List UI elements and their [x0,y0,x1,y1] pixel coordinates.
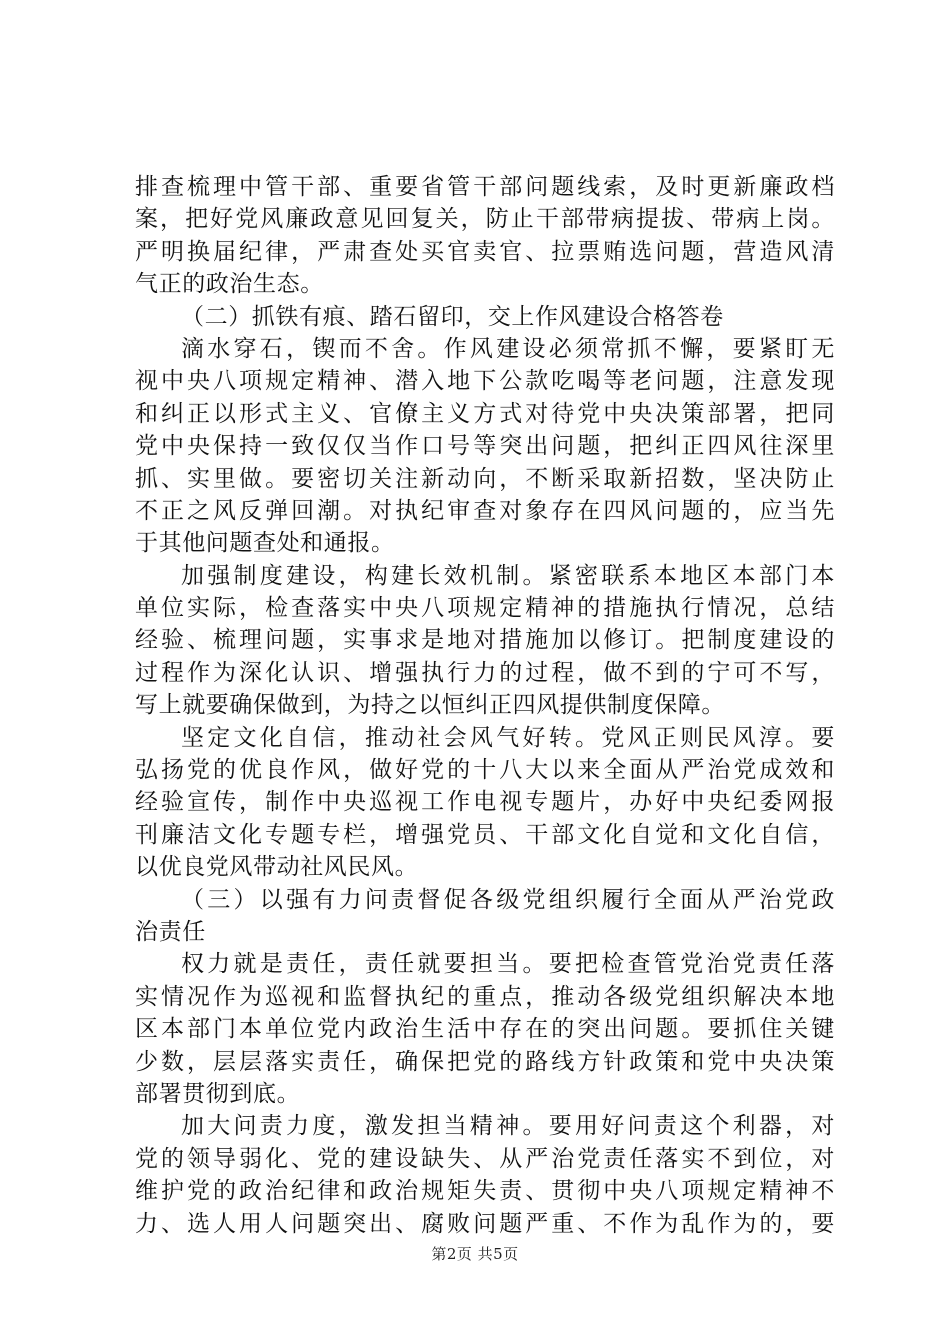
text-line: 维护党的政治纪律和政治规矩失责、贯彻中央八项规定精神不 [135,1178,835,1205]
text-line: 以优良党风带动社风民风。 [135,854,419,881]
text-line: 于其他问题查处和通报。 [135,530,395,557]
text-line: 视中央八项规定精神、潜入地下公款吃喝等老问题，注意发现 [135,368,835,395]
text-line: （二）抓铁有痕、踏石留印，交上作风建设合格答卷 [181,303,724,330]
text-line: 抓、实里做。要密切关注新动向，不断采取新招数，坚决防止 [135,465,835,492]
page-number-footer: 第2页 共5页 [431,1245,519,1263]
text-line: 滴水穿石，锲而不舍。作风建设必须常抓不懈，要紧盯无 [181,335,835,362]
text-line: 气正的政治生态。 [135,271,324,298]
text-line: 写上就要确保做到，为持之以恒纠正四风提供制度保障。 [135,692,725,719]
document-body [135,171,835,1240]
text-line: 过程作为深化认识、增强执行力的过程，做不到的宁可不写， [135,659,835,686]
text-line: 经验宣传，制作中央巡视工作电视专题片，办好中央纪委网报 [135,789,835,816]
text-line: 弘扬党的优良作风，做好党的十八大以来全面从严治党成效和 [135,757,835,784]
text-line: 坚定文化自信，推动社会风气好转。党风正则民风淳。要 [181,724,835,751]
text-line: 党的领导弱化、党的建设缺失、从严治党责任落实不到位，对 [135,1145,835,1172]
text-line: 排查梳理中管干部、重要省管干部问题线索，及时更新廉政档 [135,174,835,200]
text-line: 单位实际，检查落实中央八项规定精神的措施执行情况，总结 [135,595,835,622]
text-line: 不正之风反弹回潮。对执纪审查对象存在四风问题的，应当先 [135,497,835,524]
text-line: 加强制度建设，构建长效机制。紧密联系本地区本部门本 [181,562,835,589]
text-line: 少数，层层落实责任，确保把党的路线方针政策和党中央决策 [135,1048,835,1075]
text-line: 力、选人用人问题突出、腐败问题严重、不作为乱作为的，要 [135,1210,835,1237]
text-line: 治责任 [135,918,206,945]
text-line: 部署贯彻到底。 [135,1080,301,1107]
text-line: 刊廉洁文化专题专栏，增强党员、干部文化自觉和文化自信， [135,821,835,848]
text-line: 和纠正以形式主义、官僚主义方式对待党中央决策部署，把同 [135,400,835,427]
text-line: 党中央保持一致仅仅当作口号等突出问题，把纠正四风往深里 [135,433,835,460]
text-line: 区本部门本单位党内政治生活中存在的突出问题。要抓住关键 [135,1016,835,1043]
text-line: 经验、梳理问题，实事求是地对措施加以修订。把制度建设的 [135,627,835,654]
text-line: 加大问责力度，激发担当精神。要用好问责这个利器，对 [181,1113,835,1140]
text-line: 实情况作为巡视和监督执纪的重点，推动各级党组织解决本地 [135,983,835,1010]
text-line: 权力就是责任，责任就要担当。要把检查管党治党责任落 [181,951,835,978]
text-line: （三）以强有力问责督促各级党组织履行全面从严治党政 [181,886,835,913]
text-line: 严明换届纪律，严肃查处买官卖官、拉票贿选问题，营造风清 [135,238,835,265]
text-line: 案，把好党风廉政意见回复关，防止干部带病提拔、带病上岗。 [135,206,835,233]
